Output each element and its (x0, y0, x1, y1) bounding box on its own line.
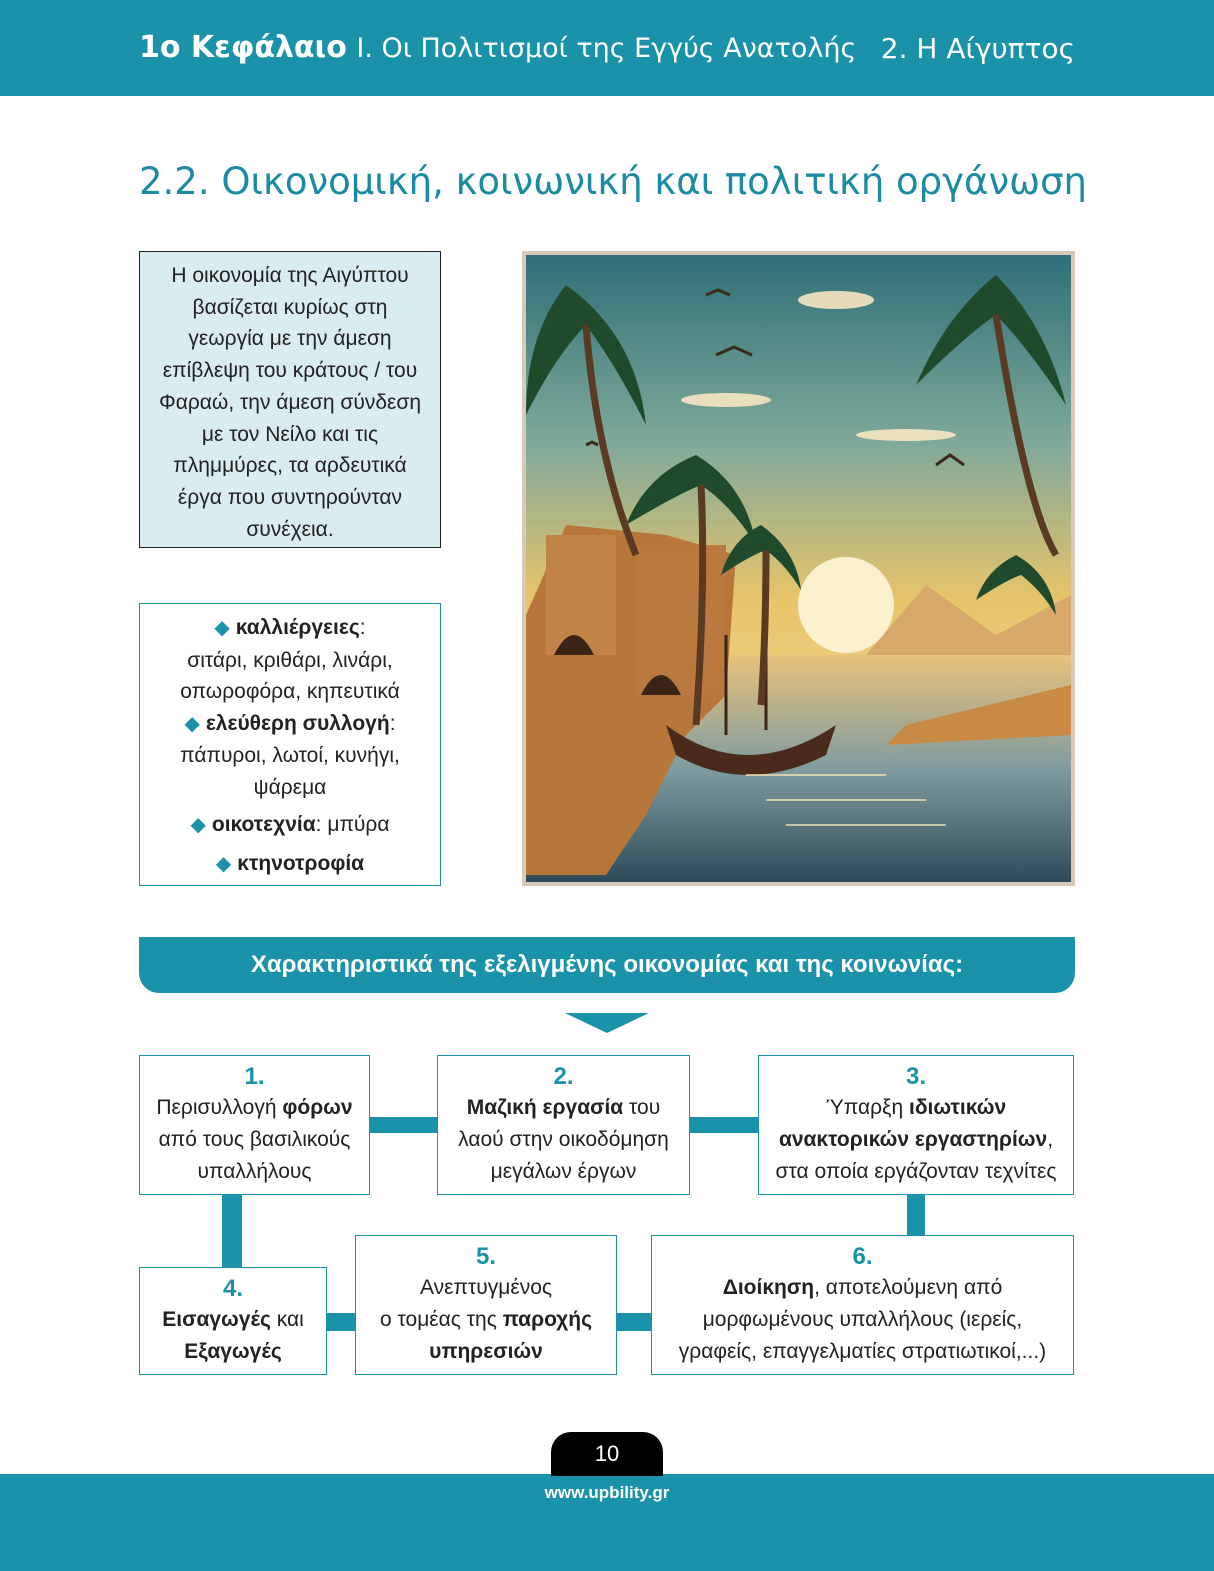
intro-line: συνέχεια. (246, 517, 334, 541)
card-keyword: Μαζική εργασία (466, 1096, 624, 1119)
crafts-item (144, 809, 436, 842)
connector-3-6 (907, 1195, 925, 1235)
crafts-value: μπύρα (327, 813, 390, 836)
section-title: 2. Η Αίγυπτος (880, 32, 1075, 65)
gathering-item (144, 708, 436, 741)
card-text: γραφείς, επαγγελματίες στρατιωτικοί,...) (678, 1340, 1047, 1363)
crops-line: οπωροφόρα, κηπευτικά (180, 680, 400, 703)
card-keyword: Διοίκηση (722, 1276, 815, 1299)
card-number: 4. (222, 1275, 243, 1302)
intro-line: πλημμύρες, τα αρδευτικά (173, 454, 407, 478)
card-number: 6. (852, 1243, 873, 1270)
colon: : (389, 711, 396, 735)
intro-line: έργα που συντηρούνταν (177, 485, 403, 509)
diamond-bullet-icon: ◆ (190, 814, 206, 836)
colon: : (359, 616, 366, 639)
diamond-bullet-icon: ◆ (214, 617, 230, 639)
intro-line: Η οικονομία της Αιγύπτου (171, 264, 409, 287)
card-text: ο τομέας της (380, 1308, 503, 1331)
card-text: στα οποία εργάζονταν τεχνίτες (775, 1160, 1057, 1183)
diamond-bullet-icon: ◆ (215, 852, 232, 875)
crops-line: σιτάρι, κριθάρι, λινάρι, (187, 648, 393, 672)
card-services (355, 1235, 617, 1375)
card-text: , αποτελούμενη από (814, 1276, 1003, 1299)
card-number: 5. (475, 1243, 496, 1270)
crops-item (144, 612, 436, 645)
page-number: 10 (551, 1432, 663, 1476)
footer-url[interactable]: www.upbility.gr (544, 1483, 670, 1502)
crafts-label: οικοτεχνία (211, 813, 316, 836)
card-number: 2. (553, 1063, 574, 1090)
card-keyword: φόρων (282, 1096, 353, 1119)
card-number: 3. (905, 1063, 926, 1090)
intro-line: γεωργία με την άμεση (188, 327, 392, 351)
nile-scene-image (526, 255, 1071, 882)
livestock-label: κτηνοτροφία (237, 851, 365, 875)
connector-2-3 (690, 1117, 758, 1133)
connector-4-5 (327, 1313, 355, 1331)
card-text: και (270, 1308, 304, 1331)
card-trade (139, 1267, 327, 1375)
card-text: μορφωμένους υπαλλήλους (ιερείς, (702, 1308, 1023, 1331)
crops-label: καλλιέργειες (235, 616, 360, 639)
chapter-subtitle: Ι. Οι Πολιτισμοί της Εγγύς Ανατολής (356, 33, 857, 64)
nile-illustration (522, 251, 1075, 886)
card-keyword: υπηρεσιών (429, 1340, 543, 1363)
card-number: 1. (244, 1063, 265, 1090)
card-administration (651, 1235, 1074, 1375)
card-text: από τους βασιλικούς (158, 1128, 351, 1151)
connector-5-6 (617, 1313, 651, 1331)
gathering-line: ψάρεμα (253, 775, 327, 799)
card-text: Ύπαρξη (825, 1096, 909, 1119)
intro-line: με τον Νείλο και τις (201, 422, 379, 446)
card-keyword: ανακτορικών εργαστηρίων (778, 1128, 1048, 1151)
card-keyword: ιδιωτικών (908, 1096, 1007, 1119)
card-text: Ανεπτυγμένος (419, 1276, 553, 1299)
diamond-bullet-icon: ◆ (184, 712, 200, 735)
connector-1-4 (222, 1195, 242, 1267)
page-title: 2.2. Οικονομική, κοινωνική και πολιτική οργάνωση (139, 160, 1087, 203)
livestock-item (144, 848, 436, 881)
card-text: λαού στην οικοδόμηση (458, 1128, 669, 1151)
colon: : (315, 813, 322, 836)
gathering-label: ελεύθερη συλλογή (205, 711, 390, 735)
chapter-number: 1ο Κεφάλαιο (139, 30, 347, 65)
card-keyword: Εισαγωγές (162, 1308, 271, 1331)
card-keyword: Εξαγωγές (184, 1340, 282, 1363)
activities-box (139, 603, 441, 886)
card-text: μεγάλων έργων (490, 1160, 637, 1183)
connector-1-2 (370, 1117, 437, 1133)
intro-line: Φαραώ, την άμεση σύνδεση (158, 390, 422, 414)
gathering-line: πάπυροι, λωτοί, κυνήγι, (180, 744, 400, 767)
card-text: Περισυλλογή (156, 1096, 283, 1119)
intro-box (139, 251, 441, 548)
card-mass-labor (437, 1055, 690, 1195)
intro-line: επίβλεψη του κράτους / του (162, 359, 418, 383)
card-workshops (758, 1055, 1074, 1195)
intro-line: βασίζεται κυρίως στη (192, 295, 388, 319)
card-taxes (139, 1055, 370, 1195)
card-text: , (1047, 1128, 1054, 1151)
card-text: του (623, 1096, 661, 1119)
chapter-title (139, 30, 856, 65)
down-arrow-icon (565, 1013, 649, 1033)
card-keyword: παροχής (502, 1308, 592, 1331)
characteristics-banner: Χαρακτηριστικά της εξελιγμένης οικονομίας και της κοινωνίας: (139, 937, 1075, 993)
card-text: υπαλλήλους (197, 1160, 312, 1183)
